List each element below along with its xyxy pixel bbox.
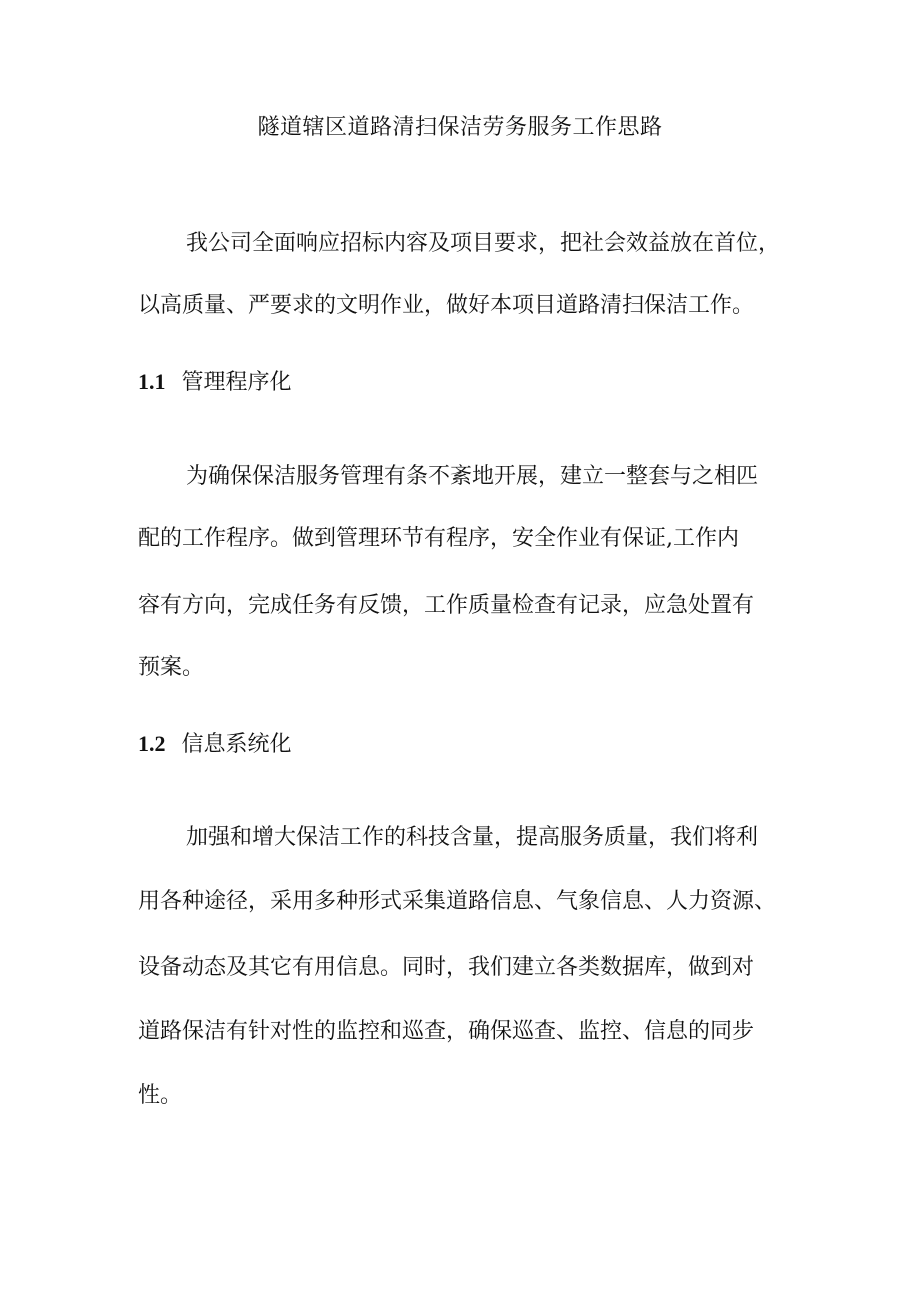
section-1-2-line-2: 用各种途径，采用多种形式采集道路信息、气象信息、人力资源、	[138, 889, 777, 914]
section-heading-1-1	[138, 366, 292, 399]
section-1-2-line-5: 性。	[138, 1083, 183, 1108]
section-1-2-line-4: 道路保洁有针对性的监控和巡查，确保巡查、监控、信息的同步	[138, 1019, 755, 1044]
section-1-1-line-2: 配的工作程序。做到管理环节有程序，安全作业有保证,工作内	[138, 526, 739, 551]
section-1-1-line-4: 预案。	[138, 655, 205, 680]
section-heading-1-2	[138, 728, 292, 761]
section-1-2-line-3: 设备动态及其它有用信息。同时，我们建立各类数据库，做到对	[138, 955, 755, 980]
section-number: 1.2	[138, 731, 166, 756]
intro-line-2: 以高质量、严要求的文明作业，做好本项目道路清扫保洁工作。	[138, 293, 755, 318]
intro-line-1: 我公司全面响应招标内容及项目要求，把社会效益放在首位，	[186, 231, 781, 256]
section-number: 1.1	[138, 369, 166, 394]
section-title: 管理程序化	[181, 370, 292, 395]
document-title: 隧道辖区道路清扫保洁劳务服务工作思路	[257, 115, 663, 140]
section-title: 信息系统化	[181, 732, 292, 757]
section-1-1-line-3: 容有方向，完成任务有反馈，工作质量检查有记录，应急处置有	[138, 593, 755, 618]
section-1-2-line-1: 加强和增大保洁工作的科技含量，提高服务质量，我们将利	[186, 825, 759, 850]
section-1-1-line-1: 为确保保洁服务管理有条不紊地开展，建立一整套与之相匹	[186, 464, 759, 489]
